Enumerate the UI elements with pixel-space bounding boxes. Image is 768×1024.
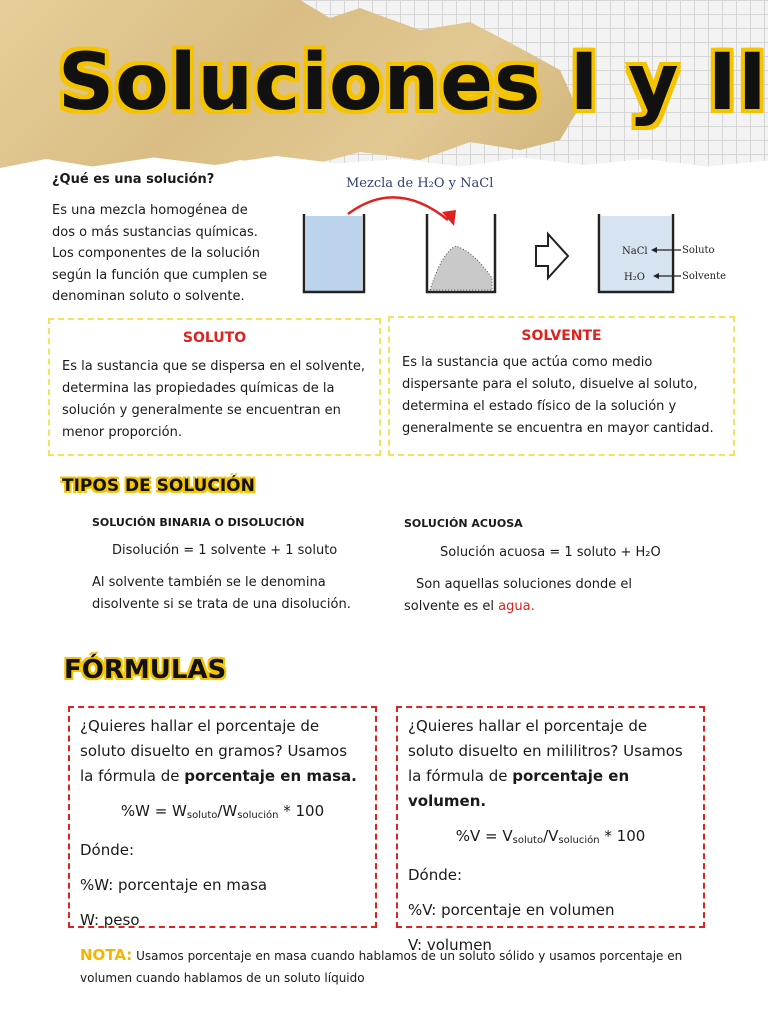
nota-text: Usamos porcentaje en masa cuando hablamos de un soluto sólido y usamos porcentaje en volumen cuando hablamos de un soluto líquido xyxy=(80,949,683,985)
volumen-formula-sub2: solución xyxy=(558,835,600,846)
result-arrow xyxy=(536,234,568,278)
water-fill xyxy=(306,216,362,292)
label-solvente: Solvente xyxy=(682,271,727,282)
volumen-formula-sub1: soluto xyxy=(512,835,544,846)
binaria-heading: SOLUCIÓN BINARIA O DISOLUCIÓN xyxy=(92,516,305,529)
nota-label: NOTA: xyxy=(80,946,133,964)
volumen-formula-rhs: * 100 xyxy=(599,827,646,845)
volumen-def2: V: volumen xyxy=(408,936,492,954)
volumen-formula-mid: /V xyxy=(543,827,559,845)
label-nacl: NaCl xyxy=(622,246,648,257)
volumen-def1: %V: porcentaje en volumen xyxy=(408,901,615,919)
acuosa-formula: Solución acuosa = 1 soluto + H₂O xyxy=(440,545,661,560)
volumen-intro xyxy=(408,714,693,814)
binaria-text: Al solvente también se le denomina disolvente si se trata de una disolución. xyxy=(92,575,351,612)
masa-intro xyxy=(80,714,365,789)
acuosa-highlight: agua. xyxy=(498,599,535,614)
masa-donde: Dónde: xyxy=(80,841,135,859)
masa-formula-rhs: * 100 xyxy=(278,802,325,820)
soluto-heading: SOLUTO xyxy=(182,330,247,346)
formulas-heading: FÓRMULAS xyxy=(64,655,227,685)
binaria-formula: Disolución = 1 solvente + 1 soluto xyxy=(112,543,338,558)
intro-text: Es una mezcla homogénea de dos o más sustancias químicas. Los componentes de la solución según la función que cumplen se denominan soluto o solvente. xyxy=(52,203,268,304)
mixture-diagram xyxy=(296,168,736,300)
formula-masa-box xyxy=(68,706,377,928)
soluto-text: Es la sustancia que se dispersa en el solvente, determina las propiedades químicas de la solución y generalmente se encuentran en menor proporción. xyxy=(62,359,366,440)
formula-volumen-box xyxy=(396,706,705,954)
label-soluto: Soluto xyxy=(682,245,715,256)
intro-question: ¿Qué es una solución? xyxy=(52,172,215,187)
acuosa-text xyxy=(404,574,654,618)
masa-def2: W: peso xyxy=(80,911,140,929)
acuosa-heading: SOLUCIÓN ACUOSA xyxy=(404,517,523,530)
volumen-intro-text: ¿Quieres hallar el porcentaje de soluto disuelto en mililitros? Usamos la fórmula de xyxy=(408,717,683,785)
masa-intro-text: ¿Quieres hallar el porcentaje de soluto disuelto en gramos? Usamos la fórmula de xyxy=(80,717,348,785)
solvente-heading: SOLVENTE xyxy=(521,328,602,344)
solvente-text: Es la sustancia que actúa como medio dispersante para el soluto, disuelve al soluto, determina el estado físico de la solución y generalmente se encuentra en mayor cantidad. xyxy=(402,355,714,436)
diagram-title: Mezcla de H₂O y NaCl xyxy=(346,176,494,191)
acuosa-text-main: Son aquellas soluciones donde el solvente es el xyxy=(404,577,632,614)
masa-def1: %W: porcentaje en masa xyxy=(80,876,268,894)
volumen-formula xyxy=(408,824,693,853)
volumen-donde: Dónde: xyxy=(408,866,463,884)
soluto-box xyxy=(48,318,381,456)
masa-formula xyxy=(80,799,365,828)
masa-intro-bold: porcentaje en masa. xyxy=(184,767,357,785)
salt-pile xyxy=(430,246,492,290)
masa-formula-lhs: %W = W xyxy=(120,802,187,820)
solvente-box xyxy=(388,316,735,456)
volumen-intro-bold: porcentaje en volumen. xyxy=(408,767,630,810)
label-h2o: H₂O xyxy=(624,272,645,283)
tipos-heading: TIPOS DE SOLUCIÓN xyxy=(62,476,255,496)
masa-formula-sub1: soluto xyxy=(186,810,218,821)
volumen-formula-lhs: %V = V xyxy=(455,827,513,845)
page-title: Soluciones I y II xyxy=(58,38,768,128)
masa-formula-sub2: solución xyxy=(237,810,279,821)
masa-formula-mid: /W xyxy=(217,802,238,820)
nota xyxy=(80,944,700,989)
